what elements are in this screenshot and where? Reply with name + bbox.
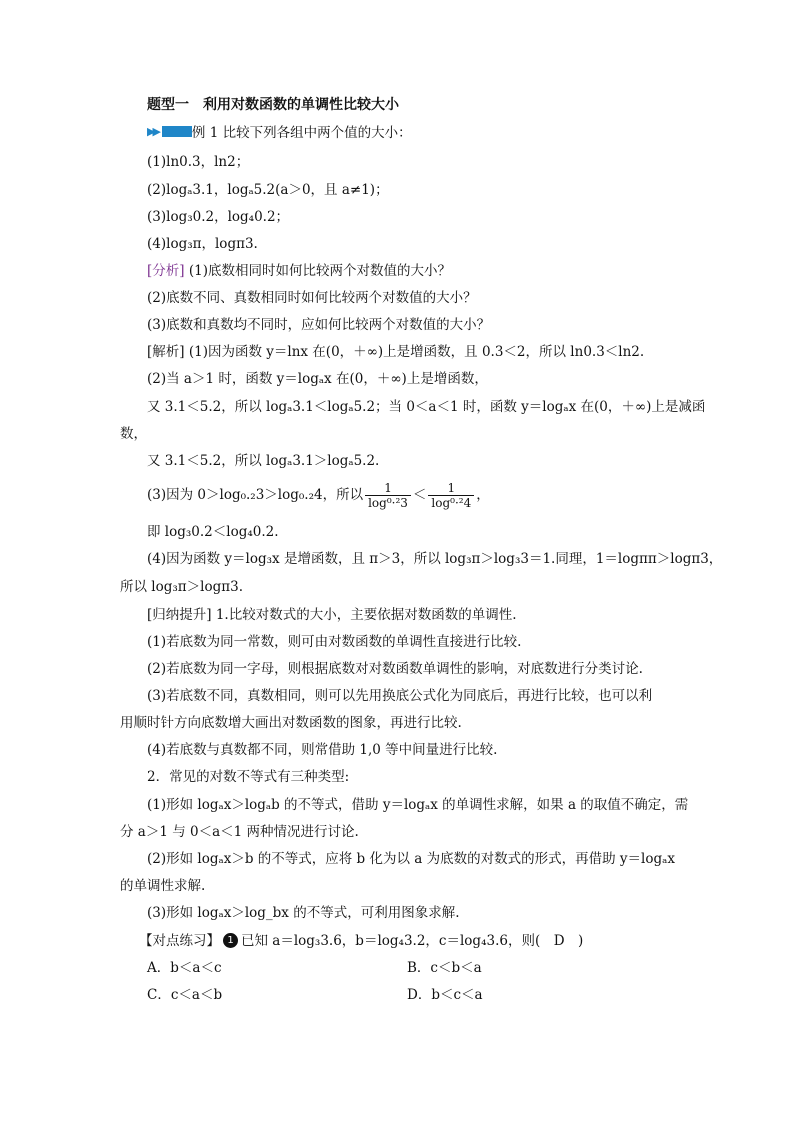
summary-line-6: (4)若底数与真数都不同，则常借助 1,0 等中间量进行比较. xyxy=(147,742,498,758)
solution-text-1: (1)因为函数 y＝lnx 在(0，＋∞)上是增函数，且 0.3＜2，所以 ln0.3＜ln2. xyxy=(188,344,645,360)
example-item-1: (1)ln0.3，ln2； xyxy=(147,154,250,170)
fraction-1-numerator: 1 xyxy=(365,481,411,496)
solution-line-6-suffix: ， xyxy=(476,487,490,503)
summary-line-9: 分 a＞1 与 0＜a＜1 两种情况进行讨论. xyxy=(120,824,359,840)
fraction-2-numerator: 1 xyxy=(428,481,474,496)
analysis-line-1 xyxy=(147,262,451,280)
example-marker-icon: ▶▶ xyxy=(147,122,192,141)
fraction-2 xyxy=(428,481,474,510)
practice-tag: 【对点练习】 xyxy=(139,933,220,949)
solution-line-3: 又 3.1＜5.2，所以 logₐ3.1＜logₐ5.2；当 0＜a＜1 时，函数 y＝logₐx 在(0，＋∞)上是减函 xyxy=(147,399,706,415)
fraction-1 xyxy=(365,481,411,510)
summary-line-3: (2)若底数为同一字母，则根据底数对对数函数单调性的影响，对底数进行分类讨论. xyxy=(147,661,643,677)
option-a: A．b＜a＜c xyxy=(147,960,222,976)
analysis-text-1: (1)底数相同时如何比较两个对数值的大小？ xyxy=(188,263,451,279)
fraction-2-denominator: log⁰·²4 xyxy=(431,496,472,510)
solution-line-5: 又 3.1＜5.2，所以 logₐ3.1＞logₐ5.2. xyxy=(147,453,380,469)
solution-line-7: 即 log₃0.2＜log₄0.2. xyxy=(147,524,279,540)
example-prompt: 比较下列各组中两个值的大小： xyxy=(222,125,412,141)
summary-line-2: (1)若底数为同一常数，则可由对数函数的单调性直接进行比较. xyxy=(147,634,522,650)
summary-line-10: (2)形如 logₐx＞b 的不等式，应将 b 化为以 a 为底数的对数式的形式，再借助 y＝logₐx xyxy=(147,851,675,867)
number-circle-icon: 1 xyxy=(223,933,238,948)
summary-line-7: 2．常见的对数不等式有三种类型: xyxy=(147,769,350,785)
example-header xyxy=(147,124,412,143)
summary-text-1: 1.比较对数式的大小，主要依据对数函数的单调性. xyxy=(215,607,517,623)
option-c: C．c＜a＜b xyxy=(147,987,223,1003)
solution-line-6-prefix: (3)因为 0＞log₀.₂3＞log₀.₂4，所以 xyxy=(147,487,364,503)
example-item-4: (4)log₃π，logπ3. xyxy=(147,236,258,252)
analysis-tag: [分析] xyxy=(147,263,185,279)
option-d: D．b＜c＜a xyxy=(407,987,483,1003)
fraction-operator: ＜ xyxy=(412,487,427,503)
summary-line-11: 的单调性求解. xyxy=(120,878,206,894)
practice-question xyxy=(139,932,583,950)
summary-tag: [归纳提升] xyxy=(147,607,212,623)
example-item-3: (3)log₃0.2，log₄0.2； xyxy=(147,209,290,225)
summary-line-5: 用顺时针方向底数增大画出对数函数的图象，再进行比较. xyxy=(120,715,462,731)
example-item-2: (2)logₐ3.1，logₐ5.2(a＞0，且 a≠1)； xyxy=(147,182,389,198)
summary-line-12: (3)形如 logₐx＞log_bx 的不等式，可利用图象求解. xyxy=(147,905,460,921)
section-title: 题型一 利用对数函数的单调性比较大小 xyxy=(147,97,399,113)
solution-line-1 xyxy=(147,343,644,361)
solution-tag: [解析] xyxy=(147,344,185,360)
solution-line-4: 数， xyxy=(120,426,147,442)
summary-line-8: (1)形如 logₐx＞logₐb 的不等式，借助 y＝logₐx 的单调性求解，如果 a 的取值不确定，需 xyxy=(147,797,689,813)
example-label: 例 1 xyxy=(191,125,219,141)
summary-line-1 xyxy=(147,606,517,624)
solution-line-9: 所以 log₃π＞logπ3. xyxy=(120,579,244,595)
practice-question-text: 已知 a＝log₃3.6，b＝log₄3.2，c＝log₄3.6，则( D ) xyxy=(241,933,584,949)
summary-line-4: (3)若底数不同，真数相同，则可以先用换底公式化为同底后，再进行比较，也可以利 xyxy=(147,688,653,704)
solution-line-2: (2)当 a＞1 时，函数 y＝logₐx 在(0，＋∞)上是增函数， xyxy=(147,371,488,387)
analysis-line-2: (2)底数不同、真数相同时如何比较两个对数值的大小？ xyxy=(147,290,477,306)
option-b: B．c＜b＜a xyxy=(407,960,482,976)
fraction-1-denominator: log⁰·²3 xyxy=(368,496,408,510)
solution-line-8: (4)因为函数 y＝log₃x 是增函数，且 π＞3，所以 log₃π＞log₃3＝1.同理，1＝logππ＞logπ3， xyxy=(147,551,723,567)
analysis-line-3: (3)底数和真数均不同时，应如何比较两个对数值的大小？ xyxy=(147,317,491,333)
solution-line-6 xyxy=(147,481,490,510)
